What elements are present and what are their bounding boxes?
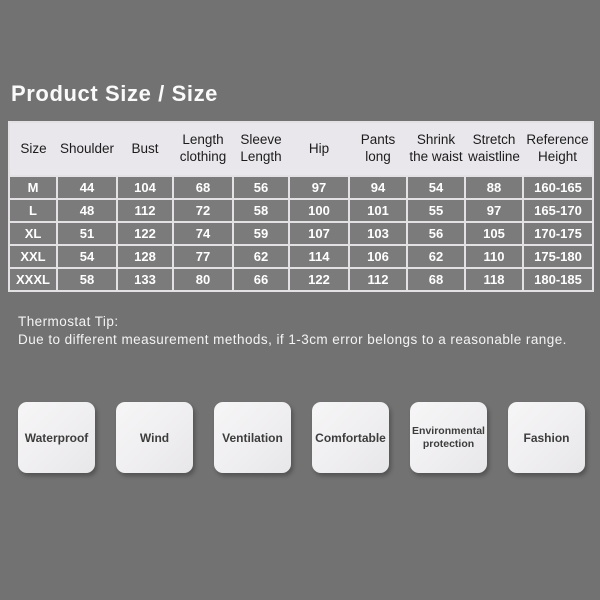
column-header: Hip xyxy=(289,122,349,176)
size-value-cell: 51 xyxy=(57,222,117,245)
size-value-cell: 48 xyxy=(57,199,117,222)
size-value-cell: 58 xyxy=(233,199,289,222)
column-header: Size xyxy=(9,122,57,176)
table-body xyxy=(9,176,593,291)
size-value-cell: 68 xyxy=(173,176,233,199)
feature-badge: Comfortable xyxy=(312,402,389,473)
size-value-cell: 80 xyxy=(173,268,233,291)
badges-row xyxy=(18,402,585,473)
tip-block xyxy=(18,313,567,348)
size-value-cell: 104 xyxy=(117,176,173,199)
size-value-cell: 54 xyxy=(57,245,117,268)
size-value-cell: 56 xyxy=(233,176,289,199)
size-value-cell: 107 xyxy=(289,222,349,245)
size-value-cell: 122 xyxy=(289,268,349,291)
size-label-cell: XXL xyxy=(9,245,57,268)
size-value-cell: 105 xyxy=(465,222,523,245)
size-value-cell: 77 xyxy=(173,245,233,268)
size-value-cell: 128 xyxy=(117,245,173,268)
page-title: Product Size / Size xyxy=(11,81,219,106)
column-header: Shrink the waist xyxy=(407,122,465,176)
size-value-cell: 110 xyxy=(465,245,523,268)
size-table xyxy=(8,121,594,292)
column-header: Bust xyxy=(117,122,173,176)
size-value-cell: 88 xyxy=(465,176,523,199)
table-header-row xyxy=(9,122,593,176)
tip-body: Due to different measurement methods, if 1-3cm error belongs to a reasonable range. xyxy=(18,331,567,347)
column-header: Sleeve Length xyxy=(233,122,289,176)
size-value-cell: 122 xyxy=(117,222,173,245)
size-value-cell: 55 xyxy=(407,199,465,222)
feature-badge: Fashion xyxy=(508,402,585,473)
column-header: Stretch waistline xyxy=(465,122,523,176)
size-value-cell: 97 xyxy=(289,176,349,199)
size-value-cell: 106 xyxy=(349,245,407,268)
size-value-cell: 118 xyxy=(465,268,523,291)
size-value-cell: 94 xyxy=(349,176,407,199)
size-value-cell: 170-175 xyxy=(523,222,593,245)
table-row xyxy=(9,245,593,268)
size-value-cell: 180-185 xyxy=(523,268,593,291)
size-value-cell: 175-180 xyxy=(523,245,593,268)
size-value-cell: 62 xyxy=(407,245,465,268)
size-label-cell: M xyxy=(9,176,57,199)
size-value-cell: 100 xyxy=(289,199,349,222)
table-row xyxy=(9,176,593,199)
size-value-cell: 97 xyxy=(465,199,523,222)
size-value-cell: 66 xyxy=(233,268,289,291)
feature-badge: Environmental protection xyxy=(410,402,487,473)
table-row xyxy=(9,222,593,245)
size-value-cell: 59 xyxy=(233,222,289,245)
size-value-cell: 74 xyxy=(173,222,233,245)
feature-badge: Waterproof xyxy=(18,402,95,473)
size-value-cell: 62 xyxy=(233,245,289,268)
size-value-cell: 165-170 xyxy=(523,199,593,222)
size-value-cell: 103 xyxy=(349,222,407,245)
column-header: Reference Height xyxy=(523,122,593,176)
size-value-cell: 44 xyxy=(57,176,117,199)
size-value-cell: 101 xyxy=(349,199,407,222)
table-row xyxy=(9,199,593,222)
table-row xyxy=(9,268,593,291)
column-header: Length clothing xyxy=(173,122,233,176)
tip-heading: Thermostat Tip: xyxy=(18,314,119,329)
size-label-cell: XL xyxy=(9,222,57,245)
size-value-cell: 68 xyxy=(407,268,465,291)
column-header: Pants long xyxy=(349,122,407,176)
size-value-cell: 112 xyxy=(117,199,173,222)
size-label-cell: L xyxy=(9,199,57,222)
size-value-cell: 160-165 xyxy=(523,176,593,199)
size-label-cell: XXXL xyxy=(9,268,57,291)
feature-badge: Ventilation xyxy=(214,402,291,473)
feature-badge: Wind xyxy=(116,402,193,473)
size-value-cell: 112 xyxy=(349,268,407,291)
size-value-cell: 58 xyxy=(57,268,117,291)
size-value-cell: 133 xyxy=(117,268,173,291)
column-header: Shoulder xyxy=(57,122,117,176)
size-value-cell: 114 xyxy=(289,245,349,268)
size-value-cell: 72 xyxy=(173,199,233,222)
size-value-cell: 56 xyxy=(407,222,465,245)
size-value-cell: 54 xyxy=(407,176,465,199)
